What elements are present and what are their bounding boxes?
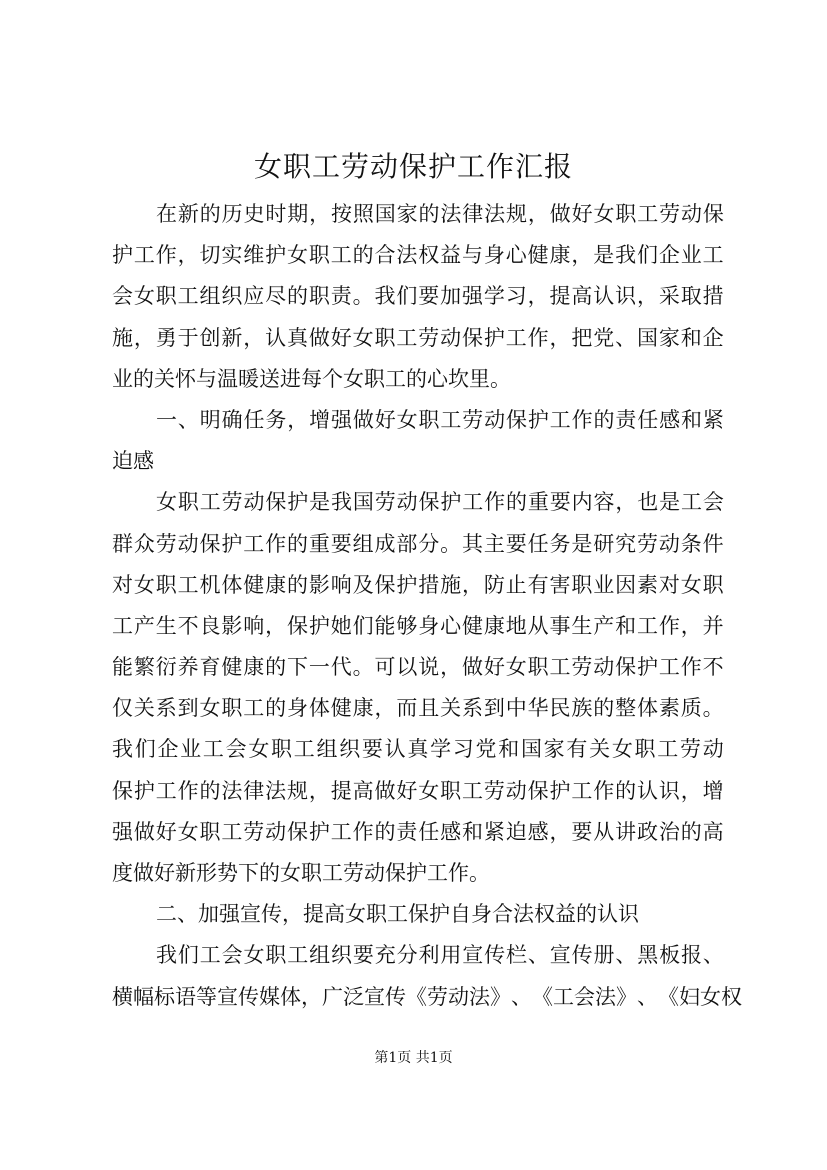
text-line: 仅 关 系 到 女 职 工 的 身 体 健 康 ， 而 且 关 系 到 中 华 民 族 的 整 体 素 质 。 [112, 696, 724, 721]
text-line: 强 做 好 女 职 工 劳 动 保 护 工 作 的 责 任 感 和 紧 迫 感 ， 要 从 讲 政 治 的 高 [112, 819, 724, 844]
text-line: 工 产 生 不 良 影 响 ， 保 护 她 们 能 够 身 心 健 康 地 从 事 生 产 和 工 作 ， 并 [112, 613, 724, 638]
text-line: 群 众 劳 动 保 护 工 作 的 重 要 组 成 部 分 。 其 主 要 任 务 是 研 究 劳 动 条 件 [112, 531, 724, 556]
text-line: 迫感 [112, 449, 154, 474]
text-line: 保 护 工 作 的 法 律 法 规 ， 提 高 做 好 女 职 工 劳 动 保 护 工 作 的 认 识 ， 增 [112, 778, 724, 803]
text-line: 一 、 明 确 任 务 ， 增 强 做 好 女 职 工 劳 动 保 护 工 作 的 责 任 感 和 紧 [156, 407, 724, 432]
text-line: 二、加强宣传，提高女职工保护自身合法权益的认识 [156, 902, 639, 927]
text-line: 施 ， 勇 于 创 新 ， 认 真 做 好 女 职 工 劳 动 保 护 工 作 ， 把 党 、 国 家 和 企 [112, 325, 724, 350]
text-line: 护 工 作 ， 切 实 维 护 女 职 工 的 合 法 权 益 与 身 心 健 康 ， 是 我 们 企 业 工 [112, 243, 724, 268]
text-line: 能 繁 衍 养 育 健 康 的 下 一 代 。 可 以 说 ， 做 好 女 职 工 劳 动 保 护 工 作 不 [112, 655, 724, 680]
text-line: 业的关怀与温暖送进每个女职工的心坎里。 [112, 366, 511, 391]
text-line: 我 们 企 业 工 会 女 职 工 组 织 要 认 真 学 习 党 和 国 家 有 关 女 职 工 劳 动 [112, 737, 724, 762]
text-line: 对 女 职 工 机 体 健 康 的 影 响 及 保 护 措 施 ， 防 止 有 害 职 业 因 素 对 女 职 [112, 572, 724, 597]
document-body [112, 194, 742, 1018]
document-title: 女职工劳动保护工作汇报 [253, 150, 573, 183]
text-line: 横 幅 标 语 等 宣 传 媒 体 ， 广 泛 宣 传 《 劳 动 法 》 、 《 工 会 法 》 、 《 妇 女 权 [112, 984, 742, 1009]
text-line: 会 女 职 工 组 织 应 尽 的 职 责 。 我 们 要 加 强 学 习 ， 提 高 认 识 ， 采 取 措 [112, 284, 724, 309]
page-footer: 第1页 共1页 [374, 1050, 453, 1066]
text-line: 女 职 工 劳 动 保 护 是 我 国 劳 动 保 护 工 作 的 重 要 内 容 ， 也 是 工 会 [156, 490, 724, 515]
text-line: 我 们 工 会 女 职 工 组 织 要 充 分 利 用 宣 传 栏 、 宣 传 册 、 黑 板 报 、 [156, 943, 724, 968]
text-line: 度做好新形势下的女职工劳动保护工作。 [112, 861, 490, 885]
text-line: 在 新 的 历 史 时 期 ， 按 照 国 家 的 法 律 法 规 ， 做 好 女 职 工 劳 动 保 [156, 202, 724, 226]
